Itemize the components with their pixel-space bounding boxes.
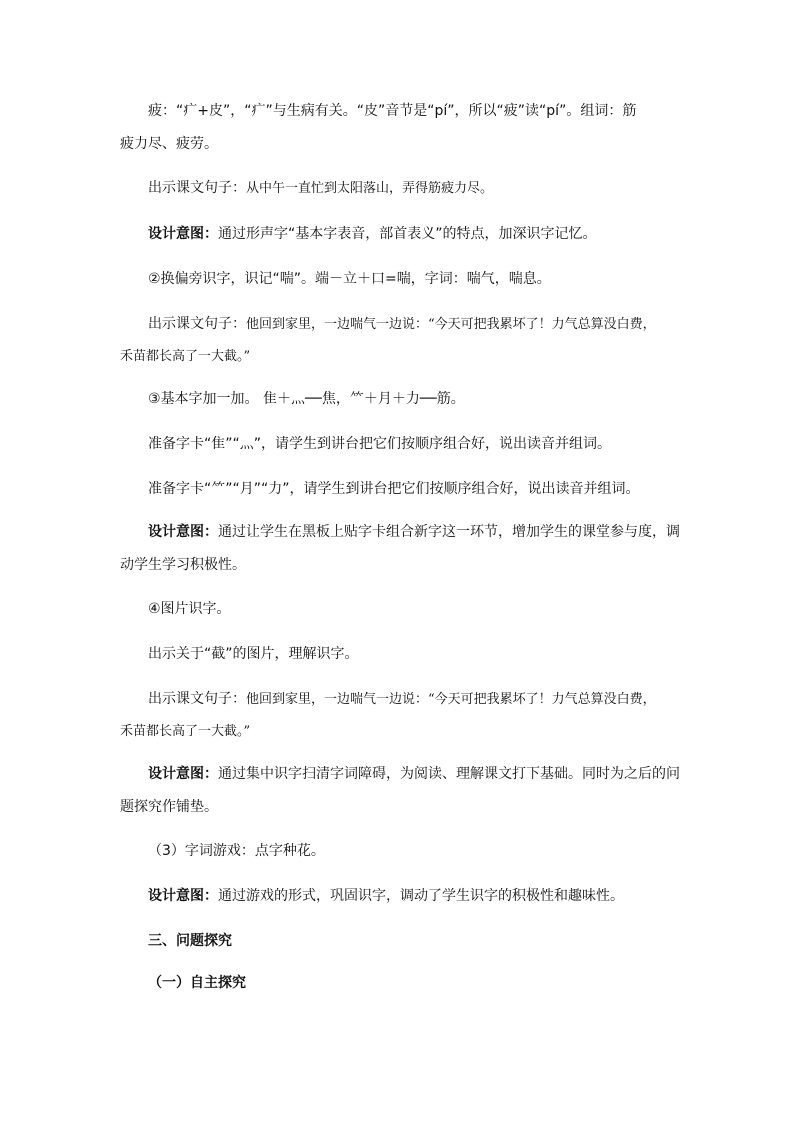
design-intent-text: 通过集中识字扫清字词障碍，为阅读、理解课文打下基础。同时为之后的问 <box>218 766 680 782</box>
paragraph-lesson-sentence-3-line1 <box>148 683 656 716</box>
paragraph-pi-explanation-line1: 疲：“疒+皮”，“疒”与生病有关。“皮”音节是“pí”，所以“疲”读“pí”。组词：筋 <box>148 103 637 119</box>
design-intent-label: 设计意图： <box>148 524 218 540</box>
lesson-sentence-quote: 从中午一直忙到太阳落山，弄得筋疲力尽。 <box>246 181 494 196</box>
lesson-sentence-quote: 他回到家里，一边喘气一边说：“今天可把我累坏了！力气总算没白费， <box>246 317 656 332</box>
paragraph-pi-explanation-line2: 疲力尽、疲劳。 <box>120 136 218 152</box>
lesson-sentence-label: 出示课文句子： <box>148 691 246 707</box>
lesson-sentence-quote: 他回到家里，一边喘气一边说：“今天可把我累坏了！力气总算没白费， <box>246 692 656 707</box>
paragraph-design-intent-3-line1 <box>148 758 680 791</box>
paragraph-lesson-sentence-3-line2: 禾苗都长高了一大截。” <box>120 724 251 739</box>
paragraph-radical-swap: ②换偏旁识字，识记“喘”。端－立＋口=喘，字词：喘气，喘息。 <box>148 271 551 287</box>
paragraph-lesson-sentence-2-line1 <box>148 308 656 341</box>
design-intent-text: 通过形声字“基本字表音，部首表义”的特点，加深识字记忆。 <box>218 226 597 242</box>
paragraph-card-activity-2: 准备字卡“⺮”“月”“力”，请学生到讲台把它们按顺序组合好，说出读音并组词。 <box>148 481 640 497</box>
paragraph-picture-literacy: ④图片识字。 <box>148 601 231 617</box>
paragraph-design-intent-3-line2: 题探究作铺垫。 <box>120 799 218 815</box>
design-intent-text: 通过让学生在黑板上贴字卡组合新字这一环节，增加学生的课堂参与度，调 <box>218 524 680 540</box>
paragraph-picture-show: 出示关于“截”的图片，理解识字。 <box>148 646 359 662</box>
lesson-sentence-label: 出示课文句子： <box>148 316 246 332</box>
paragraph-lesson-sentence-1 <box>148 172 648 205</box>
paragraph-design-intent-2-line2: 动学生学习积极性。 <box>120 557 246 573</box>
paragraph-card-activity-1: 准备字卡“隹”“灬”，请学生到讲台把它们按顺序组合好，说出读音并组词。 <box>148 436 612 452</box>
paragraph-design-intent-2-line1 <box>148 516 680 549</box>
paragraph-lesson-sentence-2-line2: 禾苗都长高了一大截。” <box>120 349 251 364</box>
design-intent-label: 设计意图： <box>148 766 218 782</box>
paragraph-add-components: ③基本字加一加。 隹＋灬──焦，⺮＋月＋力──筋。 <box>148 391 465 407</box>
design-intent-label: 设计意图： <box>148 226 218 242</box>
subsection-heading-self-inquiry: （一）自主探究 <box>148 975 246 991</box>
design-intent-text: 通过游戏的形式，巩固识字，调动了学生识字的积极性和趣味性。 <box>218 888 624 904</box>
lesson-sentence-label: 出示课文句子： <box>148 180 246 196</box>
design-intent-label: 设计意图： <box>148 888 218 904</box>
section-heading-problem-inquiry: 三、问题探究 <box>148 933 232 949</box>
paragraph-word-game: （3）字词游戏：点字种花。 <box>148 843 325 859</box>
paragraph-design-intent-1 <box>148 218 648 251</box>
paragraph-design-intent-4 <box>148 880 648 913</box>
